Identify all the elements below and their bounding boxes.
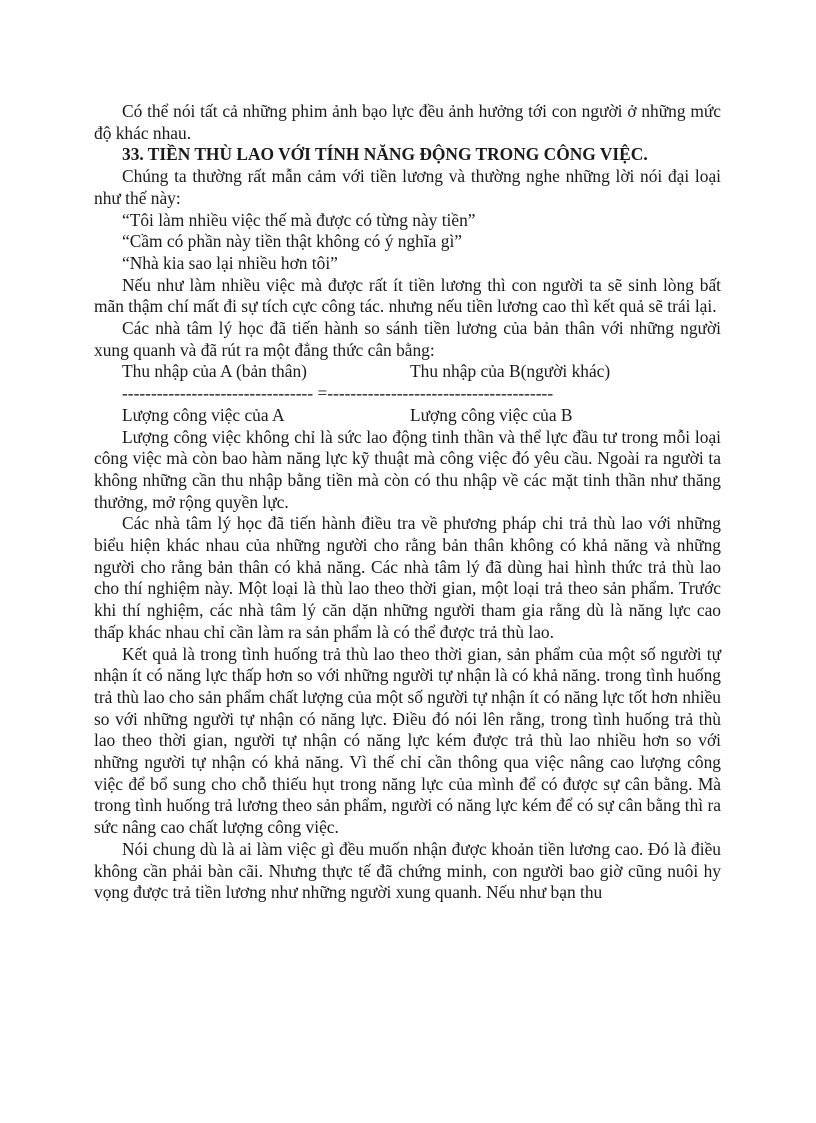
quote-2: “Cầm có phần này tiền thật không có ý nghĩa gì”	[122, 231, 462, 252]
equation-denominator-row	[94, 405, 721, 427]
paragraph-2: Nếu như làm nhiều việc mà được rất ít tiền lương thì con người ta sẽ sinh lòng bất mãn thậm chí mất đi sự tích cực công tác. nhưng nếu tiền lương cao thì kết quả sẽ trái lại.	[94, 274, 721, 317]
paragraph-1: Chúng ta thường rất mẫn cảm với tiền lương và thường nghe những lời nói đại loại như thế này:	[94, 166, 721, 208]
document-page	[94, 101, 721, 904]
paragraph-7: Nói chung dù là ai làm việc gì đều muốn nhận được khoản tiền lương cao. Đó là điều không cần phải bàn cãi. Nhưng thực tế đã chứng minh, con người bao giờ cũng nuôi hy vọng được trả tiền lương như những người xung quanh. Nếu như bạn thu	[94, 838, 721, 903]
quote-1: “Tôi làm nhiều việc thế mà được có từng này tiền”	[122, 209, 476, 230]
equation-numerator-left: Thu nhập của A (bản thân)	[122, 361, 307, 382]
paragraph-4: Lượng công việc không chỉ là sức lao động tinh thần và thể lực đầu tư trong mỗi loại công việc mà còn bao hàm năng lực kỹ thuật mà công việc đó yêu cầu. Ngoài ra người ta không những cần thu nhập bằng tiền mà còn có thu nhập về các mặt tinh thần như thăng thưởng, mở rộng quyền lực.	[94, 426, 721, 512]
section-heading: 33. TIỀN THÙ LAO VỚI TÍNH NĂNG ĐỘNG TRONG CÔNG VIỆC.	[122, 144, 648, 165]
quote-3: “Nhà kia sao lại nhiều hơn tôi”	[122, 252, 338, 273]
equation-divider-row	[94, 383, 721, 405]
equation-divider: --------------------------------- =---------------------------------------	[122, 383, 554, 404]
paragraph-6: Kết quả là trong tình huống trả thù lao theo thời gian, sản phẩm của một số người tự nhận ít có năng lực thấp hơn so với những người tự nhận là có khả năng. trong tình huống trả thù lao cho sản phẩm chất lượng của một số người tự nhận ít có năng lực tốt hơn nhiều so với những người tự nhận có năng lực. Điều đó nói lên rằng, trong tình huống trả thù lao theo thời gian, người tự nhận có năng lực kém được trả thù lao nhiều hơn so với những người tự nhận có khả năng. Vì thế chỉ cần thông qua việc nâng cao lượng công việc để bổ sung cho chỗ thiếu hụt trong năng lực của mình để có được sự cân bằng. Mà trong tình huống trả lương theo sản phẩm, người có năng lực kém để có sự cân bằng thì ra sức nâng cao chất lượng công việc.	[94, 643, 721, 838]
equation-denominator-left: Lượng công việc của A	[122, 404, 285, 425]
equation-numerator-row	[94, 361, 721, 383]
paragraph-5: Các nhà tâm lý học đã tiến hành điều tra về phương pháp chi trả thù lao với những biểu hiện khác nhau của những người cho rằng bản thân không có khả năng và những người cho rằng bản thân có khả năng. Các nhà tâm lý đã dùng hai hình thức trả thù lao cho thí nghiệm này. Một loại là thù lao theo thời gian, một loại trả theo sản phẩm. Trước khi thí nghiệm, các nhà tâm lý căn dặn những người tham gia rằng dù là năng lực cao thấp khác nhau chỉ cần làm ra sản phẩm là có thể được trả thù lao.	[94, 513, 721, 642]
equation-denominator-right: Lượng công việc của B	[410, 404, 573, 425]
balance-equation	[94, 361, 721, 426]
equation-numerator-right: Thu nhập của B(người khác)	[410, 361, 611, 382]
paragraph-3: Các nhà tâm lý học đã tiến hành so sánh tiền lương của bản thân với những người xung quanh và đã rút ra một đẳng thức cân bằng:	[94, 318, 721, 360]
paragraph-intro: Có thể nói tất cả những phim ảnh bạo lực đều ảnh hưởng tới con người ở những mức độ khác nhau.	[94, 101, 721, 143]
